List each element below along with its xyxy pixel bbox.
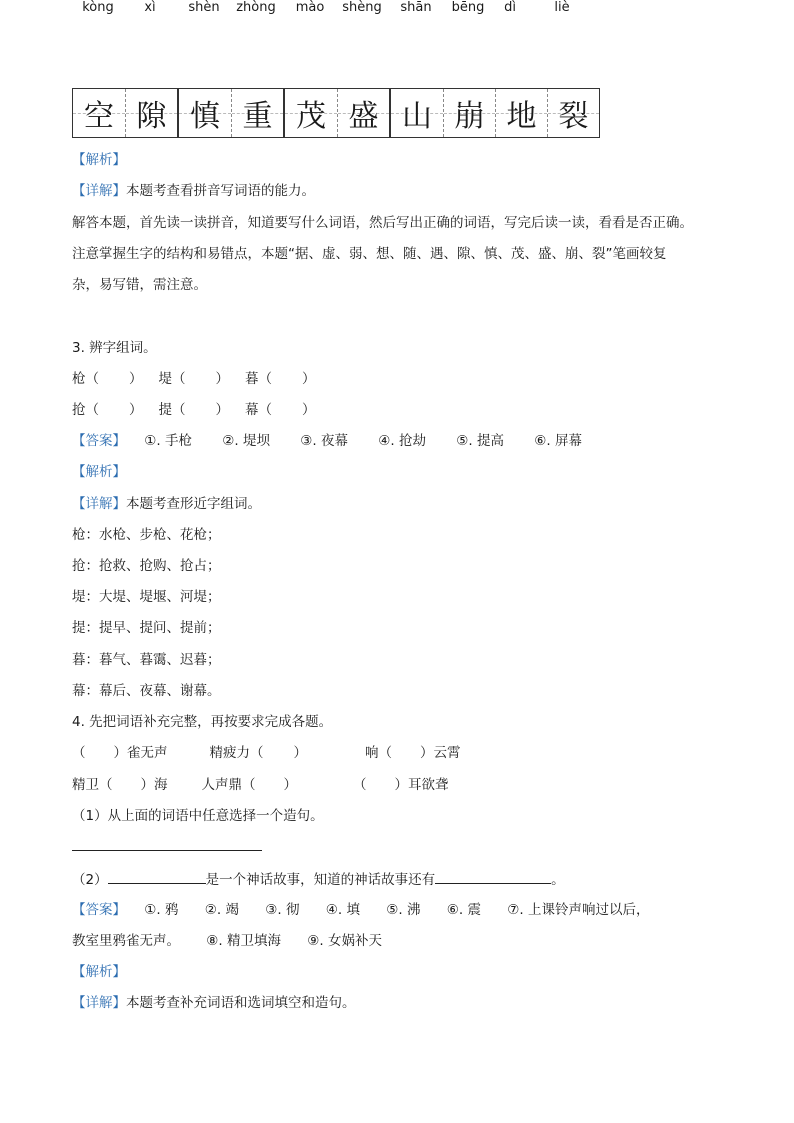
question-title: 3. 辨字组词。 <box>72 340 157 356</box>
pinyin: dì <box>504 0 516 15</box>
char-cell: 重 <box>231 89 283 137</box>
question-row: 抢（ ） 提（ ） 幕（ ） <box>72 402 316 418</box>
answer-item: ⑧. 精卫填海 <box>206 933 281 949</box>
xiangjie-line: 【详解】本题考查补充词语和选词填空和造句。 <box>72 995 356 1011</box>
question-row: （ ）雀无声 精疲力（ ） 响（ ）云霄 <box>72 745 461 761</box>
question-row: 精卫（ ）海 人声鼎（ ） （ ）耳欲聋 <box>72 777 449 793</box>
pinyin: xì <box>144 0 156 15</box>
explain-line: 暮：暮气、暮霭、迟暮； <box>72 652 221 668</box>
answer-item: ④. 填 <box>325 902 360 918</box>
question-row: 枪（ ） 堤（ ） 暮（ ） <box>72 371 316 387</box>
explain-line: 抢：抢救、抢购、抢占； <box>72 558 221 574</box>
char-grid <box>284 88 390 138</box>
char-cell: 盛 <box>337 89 389 137</box>
answer-item: ⑤. 提高 <box>456 433 504 449</box>
answer-blank[interactable] <box>108 869 206 884</box>
answer-item: ⑤. 沸 <box>386 902 421 918</box>
char-cell: 慎 <box>179 89 231 137</box>
answer-line: 【答案】 ①. 鸦 ②. 竭 ③. 彻 ④. 填 ⑤. 沸 ⑥. 震 ⑦. 上课铃声响过以后， <box>72 902 650 918</box>
char-cell: 茂 <box>285 89 337 137</box>
answer-item: ①. 鸦 <box>144 902 179 918</box>
jiexi-heading: 【解析】 <box>72 152 126 168</box>
pinyin: shèn <box>188 0 220 15</box>
pinyin: mào <box>295 0 325 15</box>
answer-item: ②. 堤坝 <box>222 433 270 449</box>
answer-item: ①. 手枪 <box>144 433 192 449</box>
sub-question: （2） 是一个神话故事，知道的神话故事还有 。 <box>72 869 565 890</box>
explain-line: 提：提早、提问、提前； <box>72 620 221 636</box>
explain-line: 堤：大堤、堤堰、河堤； <box>72 589 221 605</box>
char-cell: 山 <box>391 89 443 137</box>
char-cell: 裂 <box>547 89 599 137</box>
answer-blank-line[interactable] <box>72 850 262 851</box>
answer-line: 【答案】 ①. 手枪 ②. 堤坝 ③. 夜幕 ④. 抢劫 ⑤. 提高 ⑥. 屏幕 <box>72 433 582 449</box>
char-cell: 隙 <box>125 89 177 137</box>
answer-line: 教室里鸦雀无声。 ⑧. 精卫填海 ⑨. 女娲补天 <box>72 933 382 949</box>
answer-item: ⑨. 女娲补天 <box>307 933 382 949</box>
pinyin: liè <box>554 0 570 15</box>
char-grid <box>72 88 178 138</box>
pinyin: bēng <box>451 0 485 15</box>
xiangjie-line: 【详解】本题考查看拼音写词语的能力。 <box>72 183 315 199</box>
answer-item: ④. 抢劫 <box>378 433 426 449</box>
answer-blank[interactable] <box>435 869 551 884</box>
paragraph: 解答本题，首先读一读拼音，知道要写什么词语，然后写出正确的词语，写完后读一读，看看是否正确。 <box>72 215 693 231</box>
paragraph: 注意掌握生字的结构和易错点，本题“据、虚、弱、想、随、遇、隙、慎、茂、盛、崩、裂”笔画较复 <box>72 246 667 262</box>
answer-item: ⑥. 震 <box>446 902 481 918</box>
explain-line: 枪：水枪、步枪、花枪； <box>72 527 221 543</box>
jiexi-heading: 【解析】 <box>72 464 126 480</box>
answer-item: ②. 竭 <box>204 902 239 918</box>
char-grid <box>178 88 284 138</box>
pinyin: shān <box>400 0 432 15</box>
answer-item: ③. 彻 <box>265 902 300 918</box>
answer-item: ⑦. 上课铃声响过以后， <box>507 902 650 918</box>
char-grid <box>390 88 600 138</box>
pinyin: kòng <box>82 0 114 15</box>
pinyin: shèng <box>342 0 382 15</box>
char-cell: 崩 <box>443 89 495 137</box>
sub-question: （1）从上面的词语中任意选择一个造句。 <box>72 808 324 824</box>
xiangjie-line: 【详解】本题考查形近字组词。 <box>72 496 261 512</box>
paragraph: 杂，易写错，需注意。 <box>72 277 207 293</box>
jiexi-heading: 【解析】 <box>72 964 126 980</box>
pinyin: zhòng <box>236 0 276 15</box>
answer-item: ③. 夜幕 <box>300 433 348 449</box>
answer-item: ⑥. 屏幕 <box>534 433 582 449</box>
explain-line: 幕：幕后、夜幕、谢幕。 <box>72 683 221 699</box>
question-title: 4. 先把词语补充完整，再按要求完成各题。 <box>72 714 333 730</box>
char-cell: 空 <box>73 89 125 137</box>
char-cell: 地 <box>495 89 547 137</box>
